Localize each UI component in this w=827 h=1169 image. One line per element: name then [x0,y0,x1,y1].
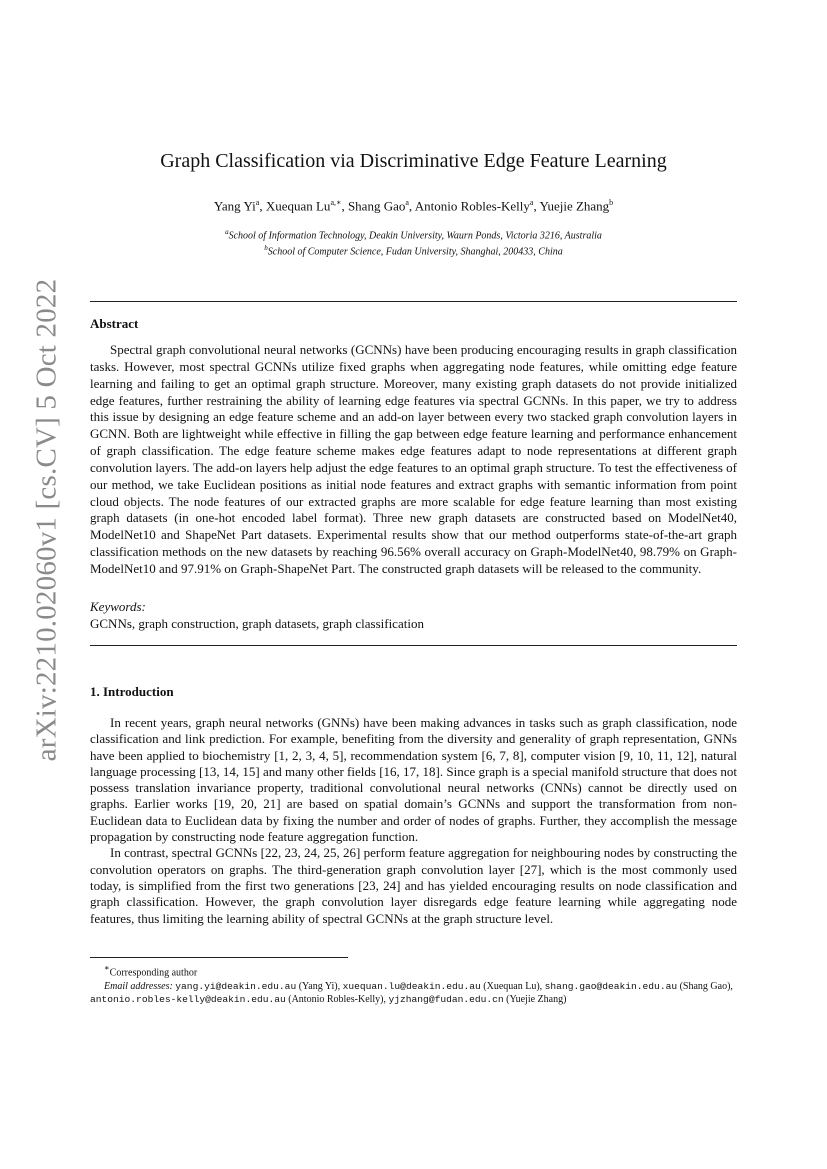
abstract-bottom-rule [90,645,737,646]
introduction-body [90,715,737,927]
email-owner: (Yang Yi), [298,980,341,992]
affiliation-line [90,226,737,242]
email-link[interactable]: shang.gao@deakin.edu.au [544,980,678,992]
email-owner: (Antonio Robles-Kelly), [288,994,387,1006]
email-owner: (Shang Gao), [679,980,733,992]
affiliation-mark: b [264,244,268,253]
author-affil-mark: a [405,198,409,207]
author-affil-mark: a [529,198,534,207]
email-addresses [90,980,737,1007]
keywords-text: GCNNs, graph construction, graph datasets, graph classification [90,616,424,631]
paper-title: Graph Classification via Discriminative Edge Feature Learning [160,150,667,172]
affiliations [90,226,737,259]
footnote-mark: ∗ [104,964,110,973]
email-owner: (Xuequan Lu), [483,980,543,992]
email-link[interactable]: antonio.robles-kelly@deakin.edu.au [90,994,286,1006]
author-name: Yuejie Zhang [539,198,610,214]
paragraph: In recent years, graph neural networks (GNNs) have been making advances in tasks such as graph classification, node classification and link prediction. For example, benefiting from the diversity and generality of graph representation, GNNs have been applied to biochemistry [1, 2, 3, 4, 5], recommendation system [6, 7, 8], computer vision [9, 10, 11, 12], natural language processing [13, 14, 15] and many other fields [16, 17, 18]. Since graph is a special manifold structure that does not possess translation invariance property, traditional convolutional neural networks (CNNs) cannot be directly used on graphs. Earlier works [19, 20, 21] are based on spatial domain’s GCNNs and support the transformation from non-Euclidean data to Euclidean data by fixing the number and order of nodes of graphs. Further, they accomplish the message propagation by constructing node feature aggregation function. [90,715,737,845]
affiliation-mark: a [225,228,229,236]
email-link[interactable]: yang.yi@deakin.edu.au [175,980,297,992]
corresponding-label: Corresponding author [109,967,198,979]
author-affil-mark: b [609,198,614,207]
author-name: Xuequan Lu [265,198,331,214]
author-list: Yang Yi$^a$, Xuequan $Lu^{a,∗}$, Shang Gao$^a$, Antonio Robles-Kelly$^a$, Yuejie Zhang$^b$ [213,198,614,214]
email-link[interactable]: xuequan.lu@deakin.edu.au [342,980,481,992]
abstract-heading: Abstract [90,316,139,331]
section-heading-introduction: 1. Introduction [90,684,174,699]
arxiv-stamp: arXiv:2210.02060v1 [cs.CV] 5 Oct 2022 [30,278,63,762]
author-affil-mark: a,∗ [330,198,342,207]
author-affil-mark: a [255,198,260,207]
email-link[interactable]: yjzhang@fudan.edu.cn [388,994,504,1006]
paragraph: In contrast, spectral GCNNs [22, 23, 24, 25, 26] perform feature aggregation for neighbouring nodes by constructing the convolution operators on graphs. The third-generation graph convolution layer [27], which is the most commonly used today, is simplified from the first two generations [23, 24] and has yielded encouraging results on node classification and graph classification. However, the graph convolution layer disregards edge feature learning while aggregating node features, thus limiting the learning ability of spectral GCNNs at the graph structure level. [90,845,737,926]
affiliation-line [90,242,737,258]
author-name: Yang Yi [213,198,256,214]
keywords-heading: Keywords: [90,599,146,614]
affiliation-text: School of Information Technology, Deakin University, Waurn Ponds, Victoria 3216, Australia [228,230,602,242]
footnote-rule [90,957,348,958]
affiliation-text: School of Computer Science, Fudan University, Shanghai, 200433, China [267,246,563,258]
corresponding-author-note [90,962,737,980]
footnote [90,962,737,1007]
email-owner: (Yuejie Zhang) [506,994,567,1006]
abstract-text: Spectral graph convolutional neural networks (GCNNs) have been producing encouraging results in graph classification tasks. However, most spectral GCNNs utilize fixed graphs when aggregating node features, while omitting edge feature learning and failing to get an optimal graph structure. Moreover, many existing graph datasets do not provide initialized edge features, further restraining the ability of learning edge features via spectral GCNNs. In this paper, we try to address this issue by designing an edge feature scheme and an add-on layer between every two stacked graph convolution layers in GCNN. Both are lightweight while effective in filling the gap between edge feature learning and performance enhancement of graph classification. The edge feature scheme makes edge features adapt to node representations at different graph convolution layers. The add-on layers help adjust the edge features to an optimal graph structure. To test the effectiveness of our method, we take Euclidean positions as initial node features and extract graphs with semantic information from point cloud objects. The node features of our extracted graphs are more scalable for edge feature learning than most existing graph datasets (in one-hot encoded label format). Three new graph datasets are constructed based on ModelNet40, ModelNet10 and ShapeNet Part datasets. Experimental results show that our method outperforms state-of-the-art graph classification methods on the new datasets by reaching 96.56% overall accuracy on Graph-ModelNet40, 98.79% on Graph-ModelNet10 and 97.91% on Graph-ShapeNet Part. The constructed graph datasets will be released to the community. [90,342,737,576]
author-name: Antonio Robles-Kelly [414,198,530,214]
abstract-top-rule [90,301,737,302]
email-label: Email addresses: [104,980,173,992]
author-name: Shang Gao [347,198,406,214]
